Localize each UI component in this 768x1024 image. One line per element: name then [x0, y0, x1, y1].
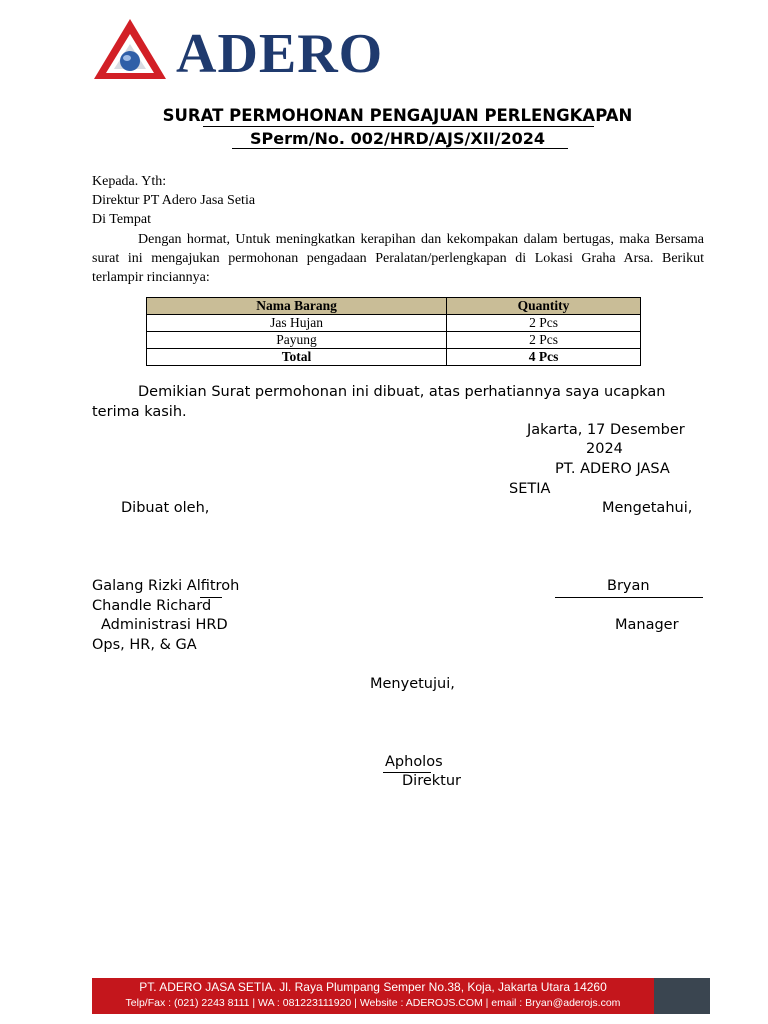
approved-caption: Menyetujui,: [370, 676, 455, 692]
place-date-line1: Jakarta, 17 Desember: [527, 422, 685, 438]
item-name-cell: Jas Hujan: [147, 315, 447, 332]
adero-logo-icon: [92, 17, 168, 81]
closing-paragraph: Demikian Surat permohonan ini dibuat, atas perhatiannya saya ucapkan terima kasih.: [92, 384, 666, 420]
right-signatory-role: Manager: [615, 617, 679, 633]
item-quantity-cell: 2 Pcs: [447, 315, 641, 332]
items-table: [146, 297, 641, 366]
document-title: SURAT PERMOHONAN PENGAJUAN PERLENGKAPAN: [162, 106, 633, 125]
request-paragraph: Dengan hormat, Untuk meningkatkan kerapihan dan kekompakan dalam bertugas, maka Bersama surat ini mengajukan permohonan pengadaan Peralatan/perlengkapan di Lokasi Graha Arsa. Berikut terlampir rinciannya:: [92, 232, 704, 285]
left-signatory-role2: Ops, HR, & GA: [92, 637, 197, 653]
total-label-cell: Total: [147, 349, 447, 366]
recipient-location: Di Tempat: [92, 212, 152, 227]
center-signatory-name: Apholos: [385, 754, 443, 770]
company-name-line2: SETIA: [509, 481, 551, 497]
footer-address: PT. ADERO JASA SETIA. Jl. Raya Plumpang Semper No.38, Koja, Jakarta Utara 14260: [139, 980, 607, 994]
acknowledged-caption: Mengetahui,: [602, 500, 693, 516]
table-row: [147, 315, 641, 332]
table-total-row: [147, 349, 641, 366]
footer-contact: Telp/Fax : (021) 2243 8111 | WA : 081223111920 | Website : ADEROJS.COM | email : Bryan@aderojs.com: [125, 997, 621, 1009]
table-row: [147, 332, 641, 349]
made-by-caption: Dibuat oleh,: [121, 500, 210, 516]
table-header-row: [147, 298, 641, 315]
recipient-name: Direktur PT Adero Jasa Setia: [92, 193, 256, 208]
left-signatory-name1: Galang Rizki Alfitroh: [92, 578, 240, 594]
footer-accent-block: [654, 978, 710, 1014]
company-name-line1: PT. ADERO JASA: [555, 461, 670, 477]
document-number: SPerm/No. 002/HRD/AJS/XII/2024: [250, 129, 545, 148]
center-signatory-role: Direktur: [402, 773, 461, 789]
header-item-name: Nama Barang: [147, 298, 447, 315]
recipient-salutation: Kepada. Yth:: [92, 174, 167, 189]
item-name-cell: Payung: [147, 332, 447, 349]
right-signature-line: [555, 597, 703, 598]
left-signatory-name2: Chandle Richard: [92, 598, 212, 614]
title-underline: [203, 126, 594, 127]
total-quantity-cell: 4 Pcs: [447, 349, 641, 366]
left-signatory-role1: Administrasi HRD: [101, 617, 228, 633]
place-date-line2: 2024: [586, 441, 623, 457]
company-logo-text: ADERO: [176, 23, 384, 85]
number-underline: [232, 148, 568, 149]
header-quantity: Quantity: [447, 298, 641, 315]
right-signatory-name: Bryan: [607, 578, 650, 594]
item-quantity-cell: 2 Pcs: [447, 332, 641, 349]
